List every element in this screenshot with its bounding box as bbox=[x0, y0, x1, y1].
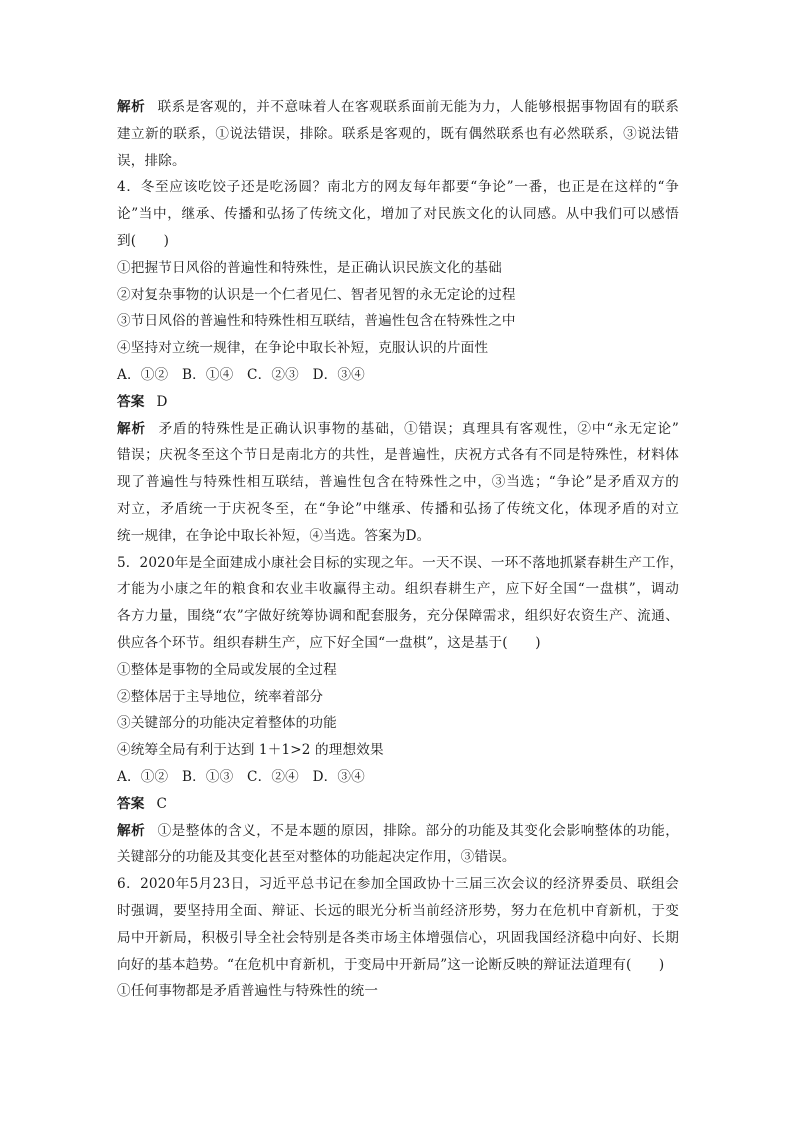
q4-item-4: ④坚持对立统一规律，在争论中取长补短，克服认识的片面性 bbox=[117, 340, 489, 357]
q5-answer-value: C bbox=[156, 795, 168, 812]
q4-analysis-line-2: 错误；庆祝冬至这个节日是南北方的共性，是普遍性，庆祝方式各有不同是特殊性，材料体 bbox=[117, 447, 679, 464]
q4-stem-line-3: 到( ) bbox=[117, 232, 170, 249]
q4-item-1: ①把握节日风俗的普遍性和特殊性，是正确认识民族文化的基础 bbox=[117, 259, 502, 276]
q4-item-3: ③节日风俗的普遍性和特殊性相互联结，普遍性包含在特殊性之中 bbox=[117, 313, 516, 330]
q5-stem-line-1: 5．2020年是全面建成小康社会目标的实现之年。一天不误、一环不落地抓紧春耕生产工作， bbox=[117, 554, 684, 571]
q6-item-1: ①任何事物都是矛盾普遍性与特殊性的统一 bbox=[117, 983, 379, 1000]
q4-analysis-line-1: 解析 矛盾的特殊性是正确认识事物的基础，①错误；真理具有客观性，②中“永无定论” bbox=[117, 420, 679, 437]
analysis-label: 解析 bbox=[117, 420, 146, 437]
q5-answer bbox=[117, 791, 679, 818]
q5-stem-line-3: 各方力量，围绕“农”字做好统筹协调和配套服务，充分保障需求，组织好农资生产、流通、 bbox=[117, 608, 679, 625]
q4-stem-line-1: 4．冬至应该吃饺子还是吃汤圆？南北方的网友每年都要“争论”一番，也正是在这样的“争 bbox=[117, 179, 679, 196]
document-page bbox=[117, 94, 684, 1005]
analysis-label: 解析 bbox=[117, 822, 146, 839]
q4-analysis-line-5: 统一规律，在争论中取长补短，④当选。答案为D。 bbox=[117, 527, 431, 544]
q5-options: A．①② B．①③ C．②④ D．③④ bbox=[117, 768, 365, 785]
q5-analysis-line-1: 解析 ①是整体的含义，不是本题的原因，排除。部分的功能及其变化会影响整体的功能， bbox=[117, 822, 679, 839]
q5-stem-line-2: 才能为小康之年的粮食和农业丰收赢得主动。组织春耕生产，应下好全国“一盘棋”，调动 bbox=[117, 581, 679, 598]
answer-label: 答案 bbox=[117, 795, 145, 812]
q5-item-2: ②整体居于主导地位，统率着部分 bbox=[117, 688, 324, 705]
q6-stem-line-4: 向好的基本趋势。“在危机中育新机，于变局中开新局”这一论断反映的辩证法道理有( ) bbox=[117, 956, 665, 973]
q5-stem-line-4: 供应各个环节。组织春耕生产，应下好全国“一盘棋”，这是基于( ) bbox=[117, 634, 541, 651]
q5-item-3: ③关键部分的功能决定着整体的功能 bbox=[117, 715, 337, 732]
q3-analysis-line-3: 误，排除。 bbox=[117, 152, 186, 169]
q4-stem-line-2: 论”当中，继承、传播和弘扬了传统文化，增加了对民族文化的认同感。从中我们可以感悟 bbox=[117, 206, 679, 223]
q6-stem-line-3: 局中开新局，积极引导全社会特别是各类市场主体增强信心，巩固我国经济稳中向好、长期 bbox=[117, 929, 679, 946]
q5-item-1: ①整体是事物的全局或发展的全过程 bbox=[117, 661, 337, 678]
q5-analysis-line-2: 关键部分的功能及其变化甚至对整体的功能起决定作用，③错误。 bbox=[117, 849, 516, 866]
q3-analysis-line-1: 解析 联系是客观的，并不意味着人在客观联系面前无能为力，人能够根据事物固有的联系 bbox=[117, 99, 679, 115]
q4-options: A．①② B．①④ C．②③ D．③④ bbox=[117, 366, 365, 383]
q3-analysis-line-2: 建立新的联系，①说法错误，排除。联系是客观的，既有偶然联系也有必然联系，③说法错 bbox=[117, 125, 679, 142]
q6-stem-line-1: 6．2020年5月23日，习近平总书记在参加全国政协十三届三次会议的经济界委员、联组会 bbox=[117, 876, 679, 893]
q4-item-2: ②对复杂事物的认识是一个仁者见仁、智者见智的永无定论的过程 bbox=[117, 286, 516, 303]
q6-stem-line-2: 时强调，要坚持用全面、辩证、长远的眼光分析当前经济形势，努力在危机中育新机，于变 bbox=[117, 902, 679, 919]
q4-analysis-line-3: 现了普遍性与特殊性相互联结，普遍性包含在特殊性之中，③当选；“争论”是矛盾双方的 bbox=[117, 474, 679, 491]
q4-answer bbox=[117, 389, 679, 416]
q4-analysis-line-4: 对立，矛盾统一于庆祝冬至，在“争论”中继承、传播和弘扬了传统文化，体现矛盾的对立 bbox=[117, 500, 679, 517]
answer-label: 答案 bbox=[117, 393, 145, 410]
q4-answer-value: D bbox=[156, 393, 168, 410]
analysis-label: 解析 bbox=[117, 99, 146, 115]
q5-item-4: ④统筹全局有利于达到 1＋1>2 的理想效果 bbox=[117, 742, 384, 759]
